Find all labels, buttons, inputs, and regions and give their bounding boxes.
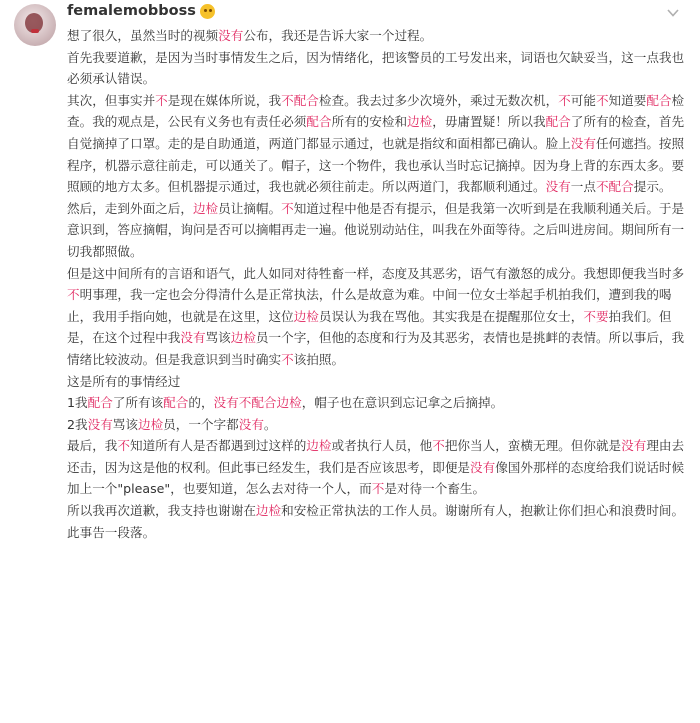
highlighted-keyword: 边检	[192, 200, 219, 216]
highlighted-keyword: 边检	[255, 503, 282, 519]
text-segment: 可能	[570, 92, 596, 108]
text-segment: 首先我要道歉，是因为当时事情发生之后，因为情绪化，把该警员的工号发出来，词语也欠缺妥当，这一点我也必须承认错误。	[67, 49, 685, 87]
text-segment: 所以我再次道歉，我支持也谢谢在	[67, 503, 256, 519]
post-paragraph	[67, 435, 689, 500]
highlighted-keyword: 不要	[583, 308, 609, 324]
text-segment: 把你当人，蛮横无理。但你就是	[444, 438, 622, 454]
highlighted-keyword: 没有	[238, 416, 264, 432]
post-text	[67, 25, 689, 543]
text-segment: 。	[263, 416, 277, 432]
highlighted-keyword: 边检	[407, 114, 433, 130]
text-segment: 知道所有人是否都遇到过这样的	[129, 438, 307, 454]
text-segment: 了所有的检查，首先自觉摘掉了口罩。走的是自助通道，两道门都显示通过，也就是指纹和面相都已确认。脸上	[67, 114, 685, 151]
highlighted-keyword: 不	[595, 92, 609, 108]
highlighted-keyword: 没有	[87, 416, 113, 432]
text-segment: 理由去还击，因为这是他的权利。但此事已经发生，我们是否应该思考，即便是	[67, 438, 685, 475]
post-paragraph	[67, 414, 689, 436]
highlighted-keyword: 没有	[180, 330, 206, 346]
text-segment: 骂该	[112, 416, 138, 432]
text-segment: 明事理，我一定也会分得清什么是正常执法，什么是故意为难。中间一位女士举起手机拍我们，遭到我的喝止，我用手指向她，也就是在这里，这位	[67, 287, 672, 324]
highlighted-keyword: 不	[281, 200, 294, 216]
text-segment: 的，	[188, 395, 214, 411]
chevron-down-icon[interactable]	[666, 6, 680, 20]
username[interactable]: femalemobboss	[67, 3, 196, 19]
text-segment: ，帽子也在意识到忘记拿之后摘掉。	[301, 395, 504, 411]
text-segment: 和安检正常执法的工作人员。谢谢所有人，抱歉让你们担心和浪费时间。此事告一段落。	[67, 503, 685, 540]
post-paragraph	[67, 90, 689, 198]
text-segment: 检查。我的观点是，公民有义务也有责任必须	[67, 92, 685, 130]
highlighted-keyword: 不	[281, 351, 294, 367]
highlighted-keyword: 没有	[470, 459, 496, 475]
highlighted-keyword: 没有	[621, 438, 647, 454]
highlighted-keyword: 没有	[570, 135, 596, 151]
highlighted-keyword: 配合	[163, 395, 189, 411]
highlighted-keyword: 配合	[545, 114, 571, 130]
text-segment: 是对待一个畜生。	[384, 481, 486, 497]
text-segment: 任何遮挡。按照程序，机器示意往前走，可以通关了。帽子，这一个物件，我也承认当时忘记摘掉。因为身上背的东西太多。要照顾的地方太多。但机器提示通过，我也就必须往前走。所以两道门，我都顺利通过。	[67, 135, 685, 195]
text-segment: 该拍照。	[293, 351, 345, 367]
highlighted-keyword: 配合	[306, 114, 332, 130]
avatar-lips	[31, 29, 39, 33]
highlighted-keyword: 不配合	[281, 92, 319, 108]
text-segment: 骂该	[205, 330, 231, 346]
highlighted-keyword: 不配合	[595, 179, 634, 195]
text-segment: 员误认为我在骂他。其实我是在提醒那位女士，	[318, 308, 584, 324]
text-segment: 其次，但事实并	[67, 92, 156, 108]
text-segment: 提示。	[633, 179, 672, 195]
text-segment: 员让摘帽。	[218, 200, 282, 216]
text-segment: 但是这中间所有的言语和语气，此人如同对待牲畜一样，态度及其恶劣，语气有激怒的成分。我想即便我当时多	[67, 265, 685, 281]
text-segment: 了所有该	[112, 395, 164, 411]
highlighted-keyword: 没有	[545, 179, 571, 195]
text-segment: 这是所有的事情经过	[67, 373, 181, 389]
highlighted-keyword: 不	[558, 92, 571, 108]
highlighted-keyword: 配合	[646, 92, 672, 108]
text-segment: 然后，走到外面之后，	[67, 200, 193, 216]
highlighted-keyword: 边检	[293, 308, 319, 324]
highlighted-keyword: 不	[117, 438, 130, 454]
text-segment: 知道过程中他是否有提示，但是我第一次听到是在我顺利通关后。于是意识到，答应摘帽，询问是否可以摘帽再走一遍。他说别动站住，叫我在外面等待。之后叫进房间。期间所有一切我都照做。	[67, 200, 685, 259]
text-segment: 1我	[67, 395, 88, 411]
text-segment: 员一个字，但他的态度和行为及其恶劣，表情也是挑衅的表情。所以事后，我情绪比较波动。但是我意识到当时确实	[67, 330, 685, 367]
text-segment: 知道要	[608, 92, 647, 108]
text-segment: 所有的安检和	[331, 114, 408, 130]
post-paragraph	[67, 371, 689, 393]
highlighted-keyword: 没有	[218, 28, 244, 43]
post-paragraph	[67, 198, 689, 263]
highlighted-keyword: 不	[155, 92, 168, 108]
post-paragraph	[67, 25, 689, 47]
text-segment: 2我	[67, 416, 88, 432]
post-paragraph	[67, 47, 689, 90]
username-row	[67, 3, 215, 19]
highlighted-keyword: 边检	[137, 416, 164, 432]
text-segment: 一点	[570, 179, 596, 195]
highlighted-keyword: 不	[67, 287, 80, 303]
text-segment: 拍我们。但是，在这个过程中我	[67, 308, 672, 346]
post-paragraph	[67, 500, 689, 543]
text-segment: 想了很久，虽然当时的视频	[67, 28, 219, 43]
highlighted-keyword: 不	[371, 481, 385, 497]
highlighted-keyword: 不	[432, 438, 445, 454]
text-segment: 检查。我去过多少次境外，乘过无数次机，	[318, 92, 559, 108]
text-segment: 像国外那样的态度给我们说话时候加上一个"please"，也要知道，怎么去对待一个人，而	[67, 459, 685, 497]
highlighted-keyword: 配合	[87, 395, 113, 411]
text-segment: 最后，我	[67, 438, 118, 454]
highlighted-keyword: 边检	[306, 438, 332, 454]
pleading-face-emoji-icon	[200, 4, 215, 19]
text-segment: ，毋庸置疑！所以我	[432, 114, 546, 130]
highlighted-keyword: 没有不配合边检	[213, 395, 302, 411]
text-segment: 员，一个字都	[163, 416, 239, 432]
post-paragraph	[67, 263, 689, 371]
text-segment: 公布，我还是告诉大家一个过程。	[243, 28, 433, 43]
text-segment: 或者执行人员，他	[331, 438, 433, 454]
text-segment: 是现在媒体所说，我	[167, 92, 282, 108]
user-avatar[interactable]	[14, 4, 56, 46]
post-paragraph	[67, 392, 689, 414]
highlighted-keyword: 边检	[230, 330, 256, 346]
